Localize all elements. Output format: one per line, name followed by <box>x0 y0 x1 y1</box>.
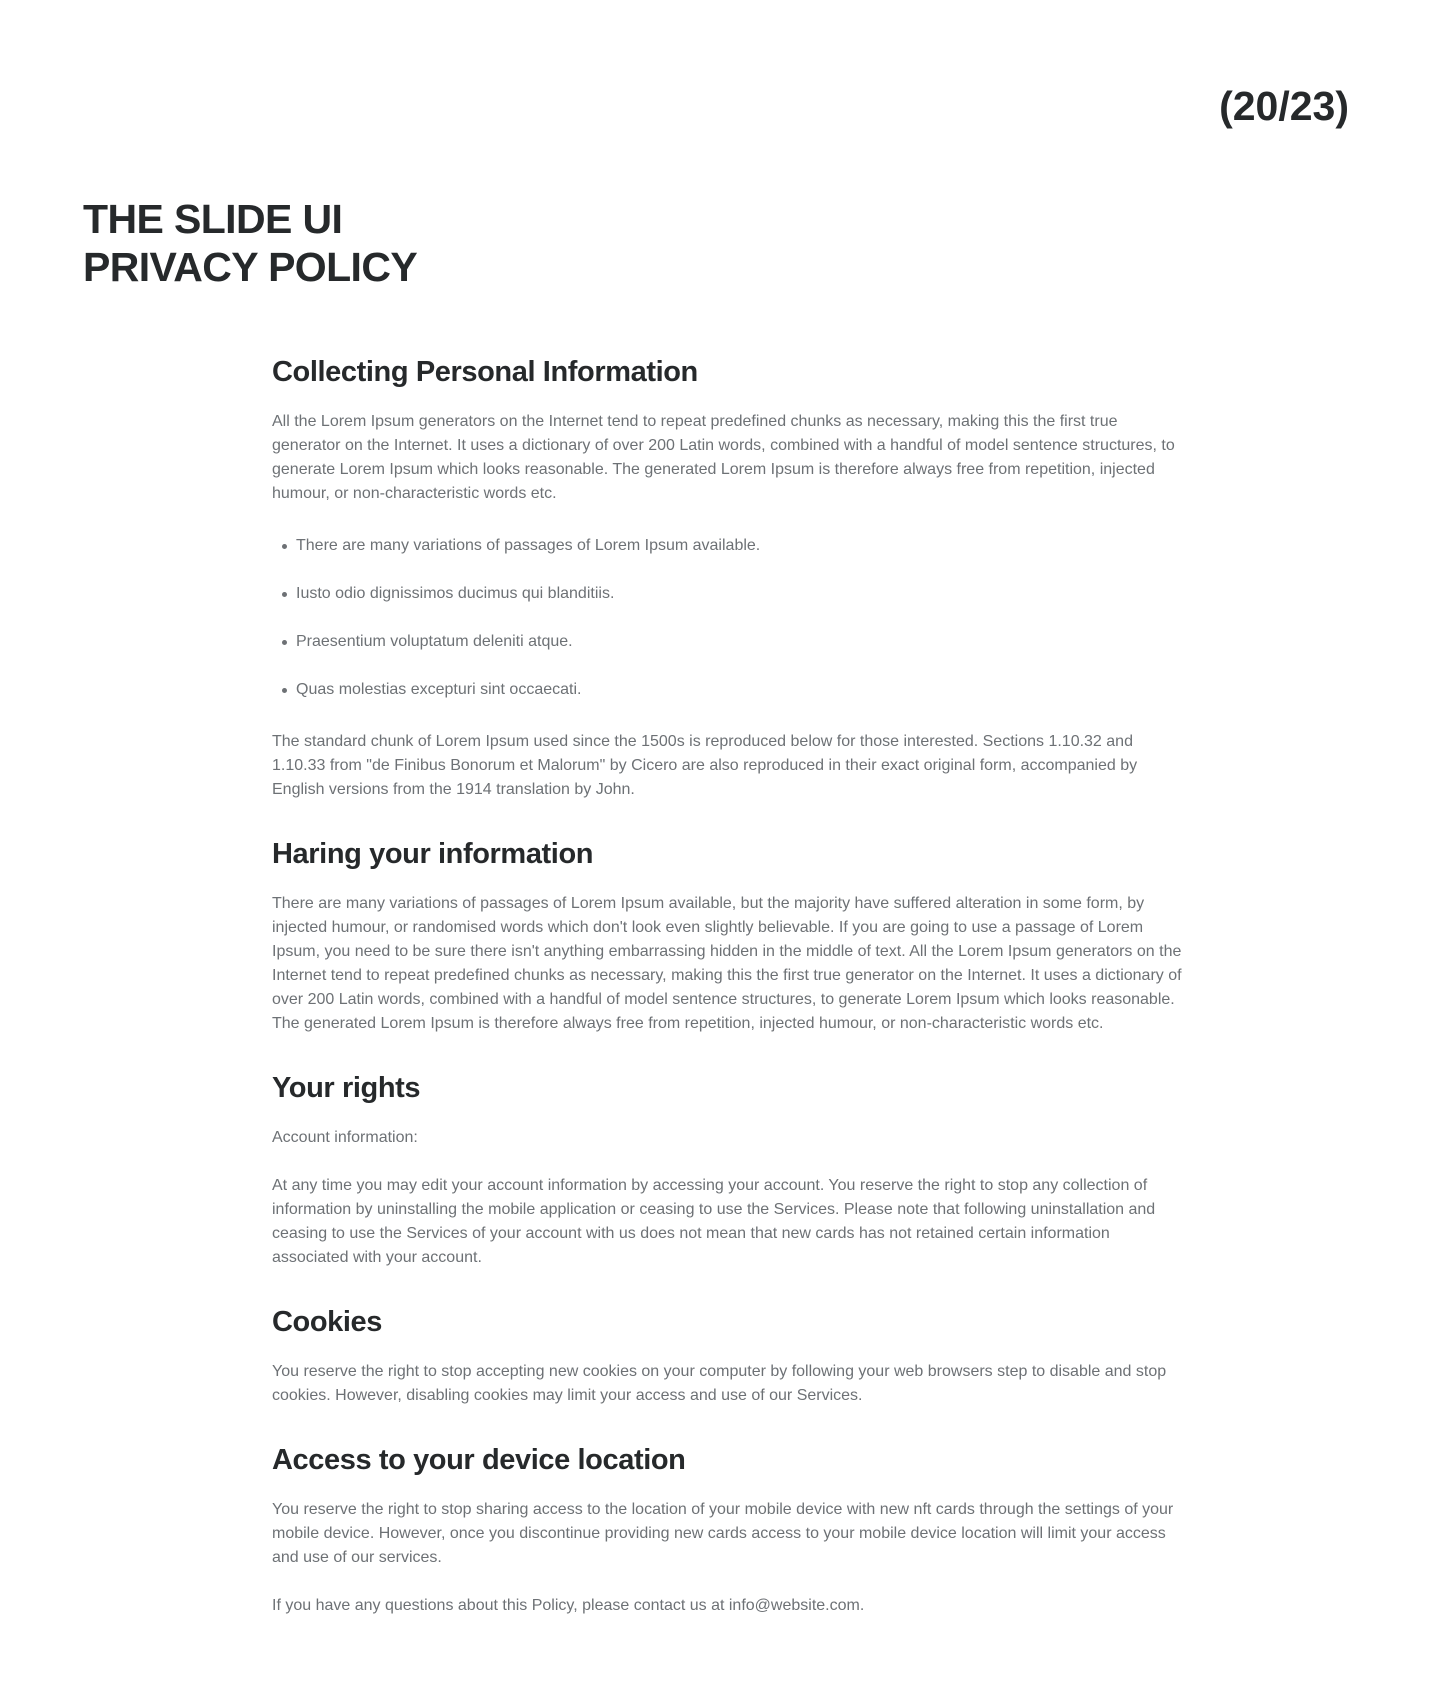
rights-paragraph: At any time you may edit your account information by accessing your account. You reserve the right to stop any collection of information by uninstalling the mobile application or ceasing to use the Services. Please note that following uninstallation and ceasing to use the Services of your account with us does not mean that new cards has not retained certain information associated with your account. <box>272 1177 1156 1266</box>
section-sharing <box>272 834 1182 1036</box>
list-item <box>272 630 1182 654</box>
section-heading-sharing: Haring your information <box>272 838 594 870</box>
collecting-intro-paragraph: All the Lorem Ipsum generators on the Internet tend to repeat predefined chunks as necessary, making this the first true generator on the Internet. It uses a dictionary of over 200 Latin words, combined with a handful of model sentence structures, to generate Lorem Ipsum which looks reasonable. The generated Lorem Ipsum is therefore always free from repetition, injected humour, or non-characteristic words etc. <box>272 413 1175 502</box>
section-cookies <box>272 1302 1182 1408</box>
section-location <box>272 1440 1182 1618</box>
sharing-paragraph: There are many variations of passages of Lorem Ipsum available, but the majority have suffered alteration in some form, by injected humour, or randomised words which don't look even slightly believable. If you are going to use a passage of Lorem Ipsum, you need to be sure there isn't anything embarrassing hidden in the middle of text. All the Lorem Ipsum generators on the Internet tend to repeat predefined chunks as necessary, making this the first true generator on the Internet. It uses a dictionary of over 200 Latin words, combined with a handful of model sentence structures, to generate Lorem Ipsum which looks reasonable. The generated Lorem Ipsum is therefore always free from repetition, injected humour, or non-characteristic words etc. <box>272 895 1182 1032</box>
page-title <box>83 195 417 291</box>
location-paragraph: You reserve the right to stop sharing access to the location of your mobile device with new nft cards through the settings of your mobile device. However, once you discontinue providing new cards access to your mobile device location will limit your access and use of our services. <box>272 1501 1174 1566</box>
page-title-line-2: PRIVACY POLICY <box>83 244 418 290</box>
section-rights <box>272 1068 1182 1270</box>
section-heading-collecting: Collecting Personal Information <box>272 356 698 388</box>
rights-label: Account information: <box>272 1129 418 1146</box>
collecting-bullet-list <box>272 534 1182 702</box>
bullet-icon <box>282 640 287 645</box>
section-heading-location: Access to your device location <box>272 1444 686 1476</box>
list-item <box>272 678 1182 702</box>
bullet-icon <box>282 592 287 597</box>
list-item-text: Quas molestias excepturi sint occaecati. <box>296 681 582 698</box>
bullet-icon <box>282 688 287 693</box>
list-item <box>272 534 1182 558</box>
bullet-icon <box>282 544 287 549</box>
page-title-line-1: THE SLIDE UI <box>83 196 343 242</box>
cookies-paragraph: You reserve the right to stop accepting new cookies on your computer by following your web browsers step to disable and stop cookies. However, disabling cookies may limit your access and use of our Services. <box>272 1363 1167 1404</box>
list-item-text: There are many variations of passages of Lorem Ipsum available. <box>296 537 761 554</box>
section-collecting <box>272 352 1182 802</box>
page-counter: (20/23) <box>1219 83 1349 129</box>
collecting-outro-paragraph: The standard chunk of Lorem Ipsum used since the 1500s is reproduced below for those interested. Sections 1.10.32 and 1.10.33 from "de Finibus Bonorum et Malorum" by Cicero are also reproduced in their exact original form, accompanied by English versions from the 1914 translation by John. <box>272 733 1138 798</box>
policy-content <box>272 352 1182 1618</box>
section-heading-cookies: Cookies <box>272 1306 383 1338</box>
section-heading-rights: Your rights <box>272 1072 421 1104</box>
contact-paragraph: If you have any questions about this Policy, please contact us at info@website.com. <box>272 1597 865 1614</box>
list-item-text: Praesentium voluptatum deleniti atque. <box>296 633 573 650</box>
list-item-text: Iusto odio dignissimos ducimus qui blanditiis. <box>296 585 615 602</box>
list-item <box>272 582 1182 606</box>
